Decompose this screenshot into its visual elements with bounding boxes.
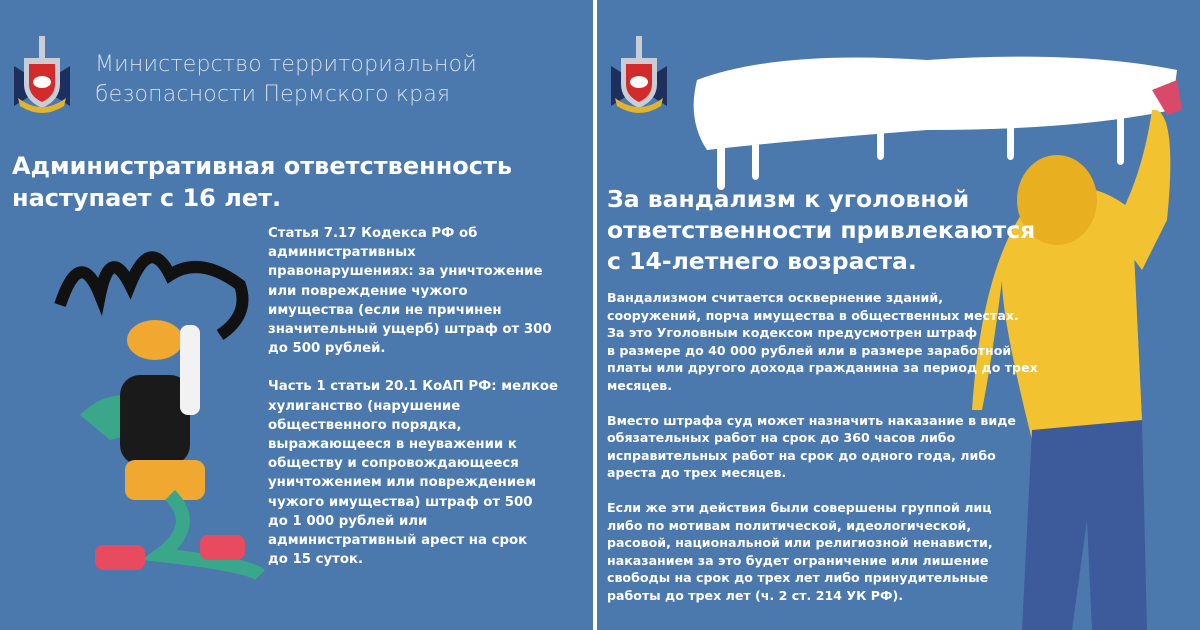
left-panel [0, 0, 593, 630]
aggravated-punishment-paragraph: Если же эти действия были совершены группой лиц либо по мотивам политической, идеологической, расовой, национальной или религиозной ненависти, наказанием за это будет ограничение или лишение свободы на срок до трех лет либо принудительные работы до трех лет (ч. 2 ст. 214 УК РФ). [607, 499, 993, 603]
ministry-emblem-icon [607, 36, 671, 116]
left-title: Административная ответственность наступает с 16 лет. [12, 152, 513, 212]
alternative-punishment-paragraph: Вместо штрафа суд может назначить наказание в виде обязательных работ на срок до 360 часов либо исправительных работ на срок до одного года, либо ареста до трех месяцев. [607, 412, 1016, 481]
vandalism-definition-paragraph: Вандализмом считается осквернение зданий, сооружений, порча имущества в общественных местах. За это Уголовным кодексом предусмотрен штраф в размере до 40 000 рублей или в размере заработной платы или другого дохода гражданина за период до трех месяцев. [607, 290, 1038, 393]
crocodile-graffiti-illustration [50, 225, 265, 590]
article-7-17-paragraph: Статья 7.17 Кодекса РФ об административных правонарушениях: за уничтожение или повреждение чужого имущества (если не причинен значительный ущерб) штраф от 300 до 500 рублей. [268, 226, 552, 357]
right-panel [597, 0, 1200, 630]
left-body [268, 224, 558, 588]
org-name: Министерство территориальной безопасности Пермского края [95, 52, 477, 107]
right-body [607, 289, 1038, 622]
article-20-1-paragraph: Часть 1 статьи 20.1 КоАП РФ: мелкое хулиганство (нарушение общественного порядка, выражающееся в неуважении к обществу и сопровождающееся уничтожением или повреждением чужого имущества) штраф от 500 до 1 000 рублей или административный арест на срок до 15 суток. [268, 379, 559, 568]
ministry-emblem-icon [10, 36, 74, 116]
right-title: За вандализм к уголовной ответственности привлекаются с 14-летнего возраста. [607, 185, 1036, 275]
